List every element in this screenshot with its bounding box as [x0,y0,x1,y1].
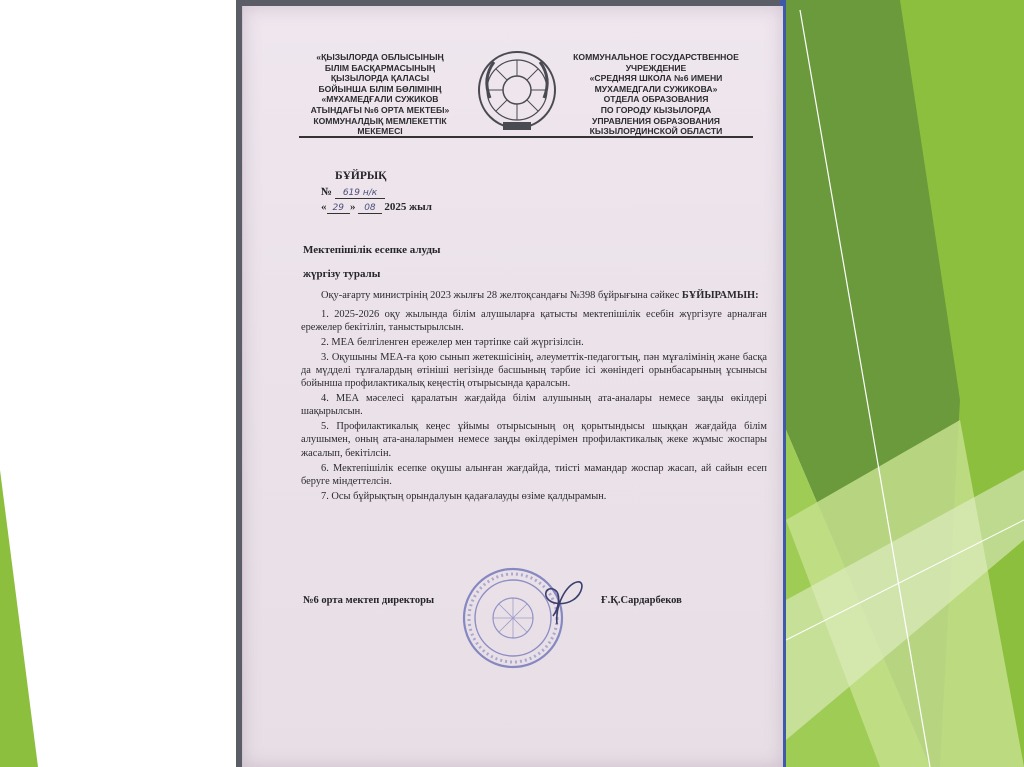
document-photo [236,0,786,767]
order-item: 4. МЕА мәселесі қаралатын жағдайда білім алушының ата-аналары немесе заңды өкілдері шақырылсын. [301,393,767,418]
header-line: БІЛІМ БАСҚАРМАСЫНЫҢ [324,62,436,73]
order-item: 3. Оқушыны МЕА-ға қою сынып жетекшісінің, әлеуметтік-педагогтың, пән мұғалімінің және басқа да мүдделі тұлғалардың өтініші негізінде басшының тәрбие ісі жөніндегі орынбасарының ұсынысы бойынша профилактикалық кеңестің отырысында қаралсын. [301,351,767,390]
order-item: 2. МЕА белгіленген ережелер мен тәртіпке сай жүргізілсін. [321,336,584,348]
header-line: МУХАМЕДГАЛИ СУЖИКОВА» [594,83,718,94]
header-line: КОММУНАЛДЫҚ МЕМЛЕКЕТТІК [313,115,447,126]
signature-position: №6 орта мектеп директоры [303,595,435,606]
order-item: 5. Профилактикалық кеңес ұйымы отырысының оң қорытындысы шыққан жағдайда білім алушымен, оның ата-аналарымен немесе заңды өкілдерімен профилактикалық жеке жұмыс жоспары жасалып, бекітілсін. [301,421,767,459]
left-green-wedge [0,470,38,767]
header-line: УПРАВЛЕНИЯ ОБРАЗОВАНИЯ [592,115,720,126]
handwritten-signature [527,574,589,628]
header-line: «МҰХАМЕДҒАЛИ СУЖИКОВ [321,94,439,105]
header-line: МЕКЕМЕСІ [357,126,403,137]
order-body [301,289,767,504]
header-line: УЧРЕЖДЕНИЕ [625,62,687,73]
header-line: «ҚЫЗЫЛОРДА ОБЛЫСЫНЫҢ [316,52,444,62]
kazakhstan-emblem-icon [476,48,558,134]
order-item: 1. 2025-2026 оқу жылында білім алушыларға қатысты мектепішілік есебін жүргізуге арналған ережелер бекітіліп, таныстырылсын. [301,308,767,334]
header-line: АТЫНДАҒЫ №6 ОРТА МЕКТЕБІ» [310,104,450,115]
order-title: БҰЙРЫҚ [335,170,387,182]
header-line: КЫЗЫЛОРДИНСКОЙ ОБЛАСТИ [589,126,723,137]
preamble: Оқу-ағарту министрінің 2023 жылғы 28 желтоқсандағы №398 бұйрығына сәйкес БҰЙЫРАМЫН: [321,290,759,301]
order-sheet [242,6,783,767]
header-line: ҚЫЗЫЛОРДА ҚАЛАСЫ [330,73,430,84]
handwritten-number: 619 н/к [335,188,385,199]
subject-line-1: Мектепішілік есепке алуды [303,244,441,256]
header-rule [299,136,753,138]
order-number: № 619 н/к [321,186,385,198]
order-item: 6. Мектепішілік есепке оқушы алынған жағдайда, тиісті мамандар жоспар жасап, ай сайын есеп беруге міндеттелсін. [301,462,767,487]
header-line: «СРЕДНЯЯ ШКОЛА №6 ИМЕНИ [589,73,723,84]
header-left-kazakh [295,52,465,137]
header-line: КОММУНАЛЬНОЕ ГОСУДАРСТВЕННОЕ [573,52,739,62]
header-line: ОТДЕЛА ОБРАЗОВАНИЯ [603,94,709,105]
order-date: « 29 » 08 2025 жыл [321,201,432,213]
subject-line-2: жүргізу туралы [303,268,381,280]
header-line: БОЙЫНША БІЛІМ БӨЛІМІНІҢ [318,83,442,94]
handwritten-day: 29 [327,203,350,214]
signature-name: Ғ.Қ.Сардарбеков [601,595,682,606]
handwritten-month: 08 [358,203,381,214]
header-right-russian [561,52,751,137]
order-item: 7. Осы бұйрықтың орындалуын қадағалауды өзіме қалдырамын. [321,490,607,502]
header-line: ПО ГОРОДУ КЫЗЫЛОРДА [600,104,712,115]
